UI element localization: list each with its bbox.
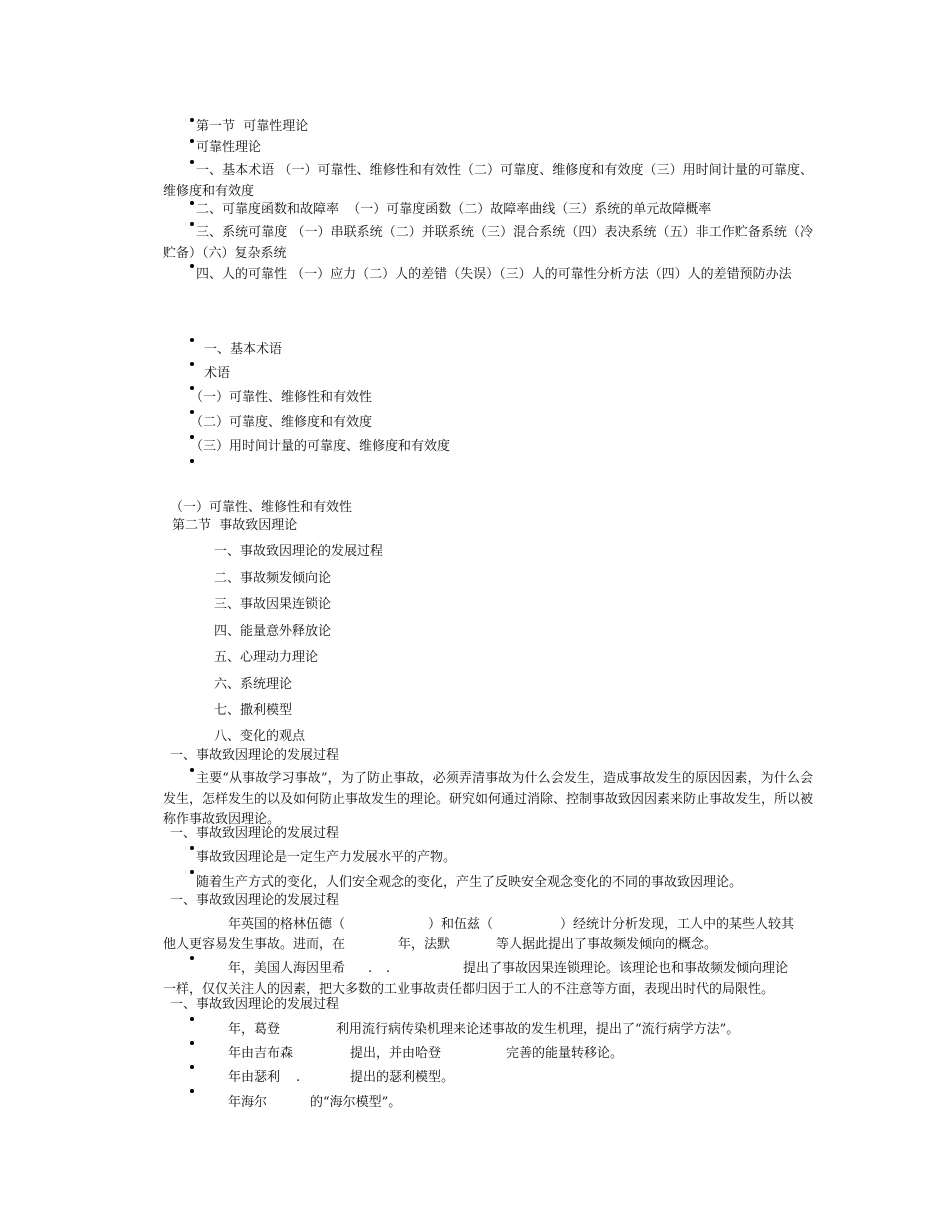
bullet bbox=[190, 1065, 194, 1069]
dev-paragraph-3: 随着生产方式的变化，人们安全观念的变化，产生了反映安全观念变化的不同的事故致因理论。 bbox=[196, 875, 743, 890]
bullet bbox=[190, 870, 194, 874]
toc-item: 七、撒利模型 bbox=[214, 703, 293, 718]
toc-item: 三、事故因果连锁论 bbox=[214, 597, 332, 612]
bullet bbox=[190, 846, 194, 850]
history-fragment: 完善的能量转移论。 bbox=[506, 1046, 624, 1061]
dev-paragraph-2: 事故致因理论是一定生产力发展水平的产物。 bbox=[196, 850, 457, 865]
dev-heading: 一、事故致因理论的发展过程 bbox=[170, 997, 340, 1012]
history-fragment: 年海尔 bbox=[228, 1095, 268, 1110]
bullet bbox=[190, 338, 194, 342]
p5-fragment: . bbox=[386, 961, 391, 976]
bullet bbox=[190, 1089, 194, 1093]
p4-fragment: 年，法默 bbox=[398, 937, 451, 952]
dev-heading: 一、事故致因理论的发展过程 bbox=[170, 893, 340, 908]
history-fragment: 年由瑟利 bbox=[228, 1070, 281, 1085]
outline-item-2: 二、可靠度函数和故障率 （一）可靠度函数（二）故障率曲线（三）系统的单元故障概率 bbox=[196, 202, 712, 217]
dev-paragraph-1: 主要“从事故学习事故”，为了防止事故，必须弄清事故为什么会发生，造成事故发生的原因因素，为什么会发生，怎样发生的以及如何防止事故发生的理论。研究如何通过消除、控制事故致因因素来防止事故发生，所以被称作事故致因理论。 bbox=[163, 771, 814, 827]
term-item-3: （一）可靠性、维修性和有效性 bbox=[190, 390, 373, 405]
term-item-5: （三）用时间计量的可靠度、维修度和有效度 bbox=[190, 439, 451, 454]
p4-fragment: 他人更容易发生事故。进而，在 bbox=[163, 937, 346, 952]
history-fragment: 提出，并由哈登 bbox=[350, 1046, 442, 1061]
history-fragment: 利用流行病传染机理来论述事故的发生机理，提出了“流行病学方法”。 bbox=[336, 1022, 740, 1037]
p5-fragment: . bbox=[368, 961, 373, 976]
term-item-4: （二）可靠度、维修度和有效度 bbox=[190, 415, 373, 430]
history-fragment: 的“海尔模型”。 bbox=[310, 1095, 402, 1110]
p4-fragment: 年英国的格林伍德（ bbox=[228, 917, 346, 932]
bullet bbox=[190, 1017, 194, 1021]
p5-fragment: 一样，仅仅关注人的因素，把大多数的工业事故责任都归因于工人的不注意等方面，表现出时代的局限性。 bbox=[163, 982, 775, 997]
toc-item: 一、事故致因理论的发展过程 bbox=[214, 544, 384, 559]
history-fragment: 提出的瑟利模型。 bbox=[350, 1070, 455, 1085]
toc-item: 四、能量意外释放论 bbox=[214, 624, 332, 639]
section-subtitle: 可靠性理论 bbox=[196, 140, 262, 155]
section2-title: 第二节 事故致因理论 bbox=[172, 518, 298, 533]
history-fragment: 年，葛登 bbox=[228, 1022, 281, 1037]
toc-item: 六、系统理论 bbox=[214, 677, 293, 692]
bullet bbox=[190, 410, 194, 414]
bullet bbox=[190, 201, 194, 205]
p4-fragment: ）和伍兹（ bbox=[428, 917, 494, 932]
history-fragment: 年由吉布森 bbox=[228, 1046, 294, 1061]
toc-item: 八、变化的观点 bbox=[214, 729, 306, 744]
p4-fragment: ）经统计分析发现，工人中的某些人较其 bbox=[560, 917, 795, 932]
bullet bbox=[190, 118, 194, 122]
term-item-1: 一、基本术语 bbox=[204, 342, 283, 357]
dev-heading: 一、事故致因理论的发展过程 bbox=[170, 826, 340, 841]
bullet bbox=[190, 139, 194, 143]
outline-item-4: 四、人的可靠性 （一）应力（二）人的差错（失误）（三）人的可靠性分析方法（四）人的差错预防办法 bbox=[196, 267, 792, 282]
p4-fragment: 等人据此提出了事故频发倾向的概念。 bbox=[496, 937, 718, 952]
outline-item-1: 一、基本术语 （一）可靠性、维修性和有效性（二）可靠度、维修度和有效度（三）用时间计量的可靠度、维修度和有效度 bbox=[163, 163, 813, 199]
bullet bbox=[190, 362, 194, 366]
terms-heading: （一）可靠性、维修性和有效性 bbox=[170, 500, 353, 515]
bullet bbox=[190, 956, 194, 960]
section-title: 第一节 可靠性理论 bbox=[196, 119, 309, 134]
toc-item: 五、心理动力理论 bbox=[214, 650, 319, 665]
term-item-2: 术语 bbox=[204, 366, 231, 381]
p5-fragment: 年，美国人海因里希 bbox=[228, 961, 346, 976]
bullet bbox=[190, 459, 194, 463]
p5-fragment: 提出了事故因果连锁理论。该理论也和事故频发倾向理论 bbox=[463, 961, 789, 976]
bullet bbox=[190, 1041, 194, 1045]
outline-item-3: 三、系统可靠度 （一）串联系统（二）并联系统（三）混合系统（四）表决系统（五）非工作贮备系统（冷贮备）（六）复杂系统 bbox=[163, 225, 813, 261]
history-fragment: . bbox=[296, 1070, 301, 1085]
toc-item: 二、事故频发倾向论 bbox=[214, 571, 332, 586]
dev-heading: 一、事故致因理论的发展过程 bbox=[170, 748, 340, 763]
